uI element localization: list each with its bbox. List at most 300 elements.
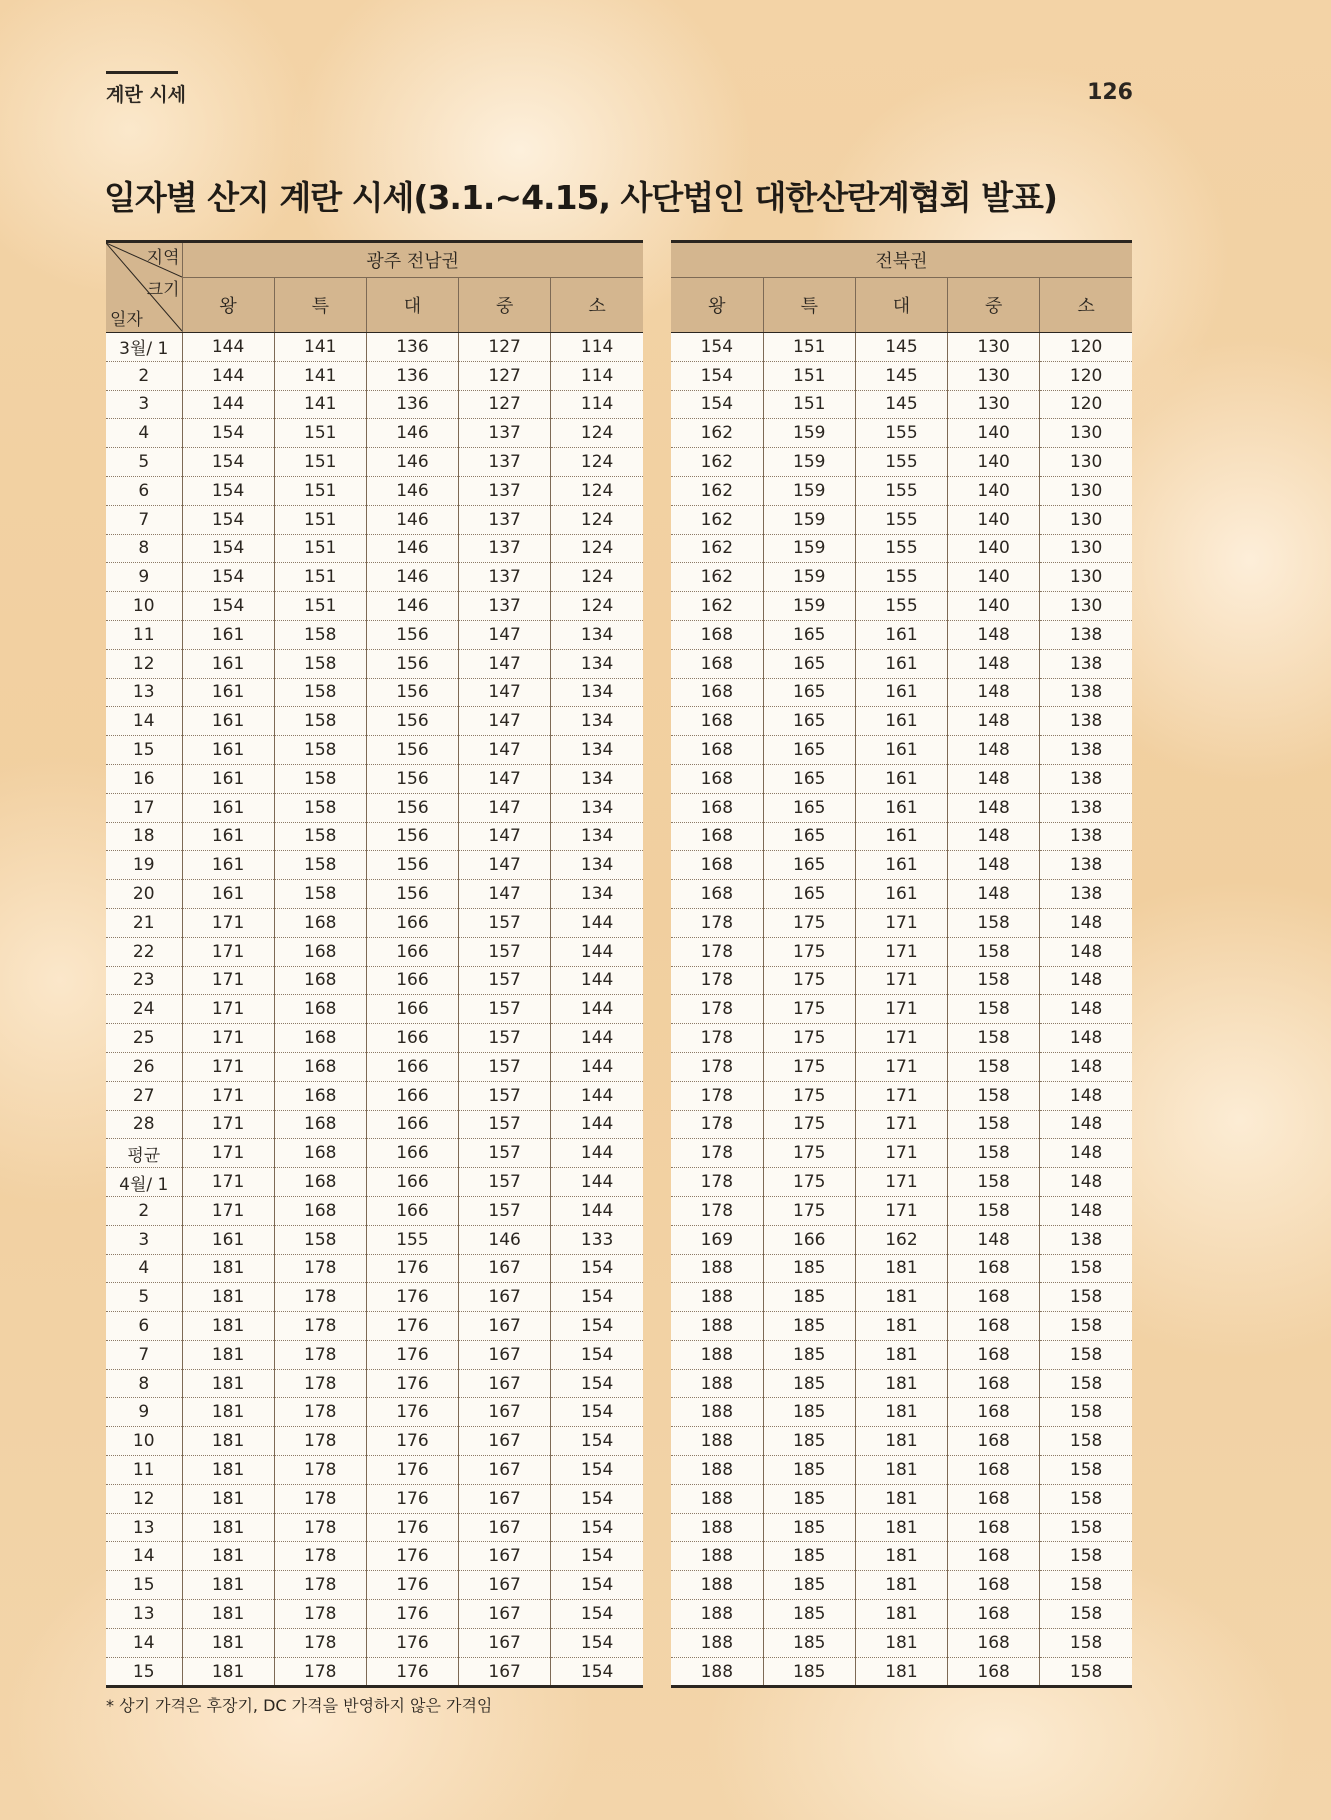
price-cell: 181 [855,1456,947,1485]
price-cell: 147 [459,851,551,880]
table-row [106,1571,643,1600]
price-cell: 148 [1040,1052,1132,1081]
table-row [106,476,643,505]
price-cell: 137 [459,592,551,621]
price-cell: 154 [551,1600,643,1629]
price-cell: 188 [671,1312,763,1341]
price-cell: 134 [551,880,643,909]
price-cell: 145 [855,333,947,362]
price-cell: 159 [763,534,855,563]
price-cell: 158 [1040,1600,1132,1629]
price-cell: 147 [459,880,551,909]
price-cell: 148 [1040,995,1132,1024]
price-cell: 158 [948,937,1040,966]
table-row [106,1369,643,1398]
price-cell: 154 [551,1254,643,1283]
price-cell: 148 [1040,937,1132,966]
price-cell: 136 [366,390,458,419]
price-cell: 171 [855,966,947,995]
price-cell: 157 [459,966,551,995]
table-row [106,620,643,649]
table-row [671,1398,1132,1427]
price-cell: 167 [459,1340,551,1369]
corner-header [106,242,182,333]
price-cell: 166 [366,995,458,1024]
price-cell: 165 [763,851,855,880]
table-row [106,563,643,592]
price-cell: 185 [763,1369,855,1398]
price-cell: 146 [366,505,458,534]
price-cell: 134 [551,649,643,678]
table-row [106,448,643,477]
price-cell: 185 [763,1571,855,1600]
price-table-jeonbuk [671,240,1132,1688]
table-row [106,793,643,822]
price-cell: 130 [1040,563,1132,592]
price-cell: 161 [182,822,274,851]
price-cell: 171 [855,1052,947,1081]
price-cell: 167 [459,1254,551,1283]
price-cell: 181 [855,1542,947,1571]
table-row [671,1571,1132,1600]
price-cell: 181 [855,1427,947,1456]
price-cell: 185 [763,1628,855,1657]
table-row [106,1052,643,1081]
price-cell: 140 [948,534,1040,563]
price-cell: 140 [948,505,1040,534]
price-cell: 134 [551,764,643,793]
price-cell: 154 [551,1427,643,1456]
table-row [671,1196,1132,1225]
price-cell: 134 [551,793,643,822]
price-cell: 151 [763,333,855,362]
price-cell: 165 [763,707,855,736]
price-cell: 158 [274,880,366,909]
price-cell: 161 [182,764,274,793]
price-cell: 158 [948,966,1040,995]
price-cell: 167 [459,1513,551,1542]
price-cell: 147 [459,764,551,793]
price-cell: 154 [551,1571,643,1600]
price-cell: 148 [1040,966,1132,995]
table-row [106,707,643,736]
price-cell: 127 [459,361,551,390]
price-cell: 134 [551,707,643,736]
price-cell: 167 [459,1427,551,1456]
table-row [106,764,643,793]
price-cell: 161 [855,793,947,822]
table-row [106,1196,643,1225]
price-cell: 155 [855,448,947,477]
price-cell: 144 [551,995,643,1024]
price-cell: 171 [855,995,947,1024]
date-cell: 6 [106,476,182,505]
price-cell: 151 [274,505,366,534]
price-cell: 137 [459,419,551,448]
price-cell: 175 [763,1024,855,1053]
price-cell: 168 [671,822,763,851]
price-cell: 158 [274,793,366,822]
price-cell: 124 [551,505,643,534]
price-cell: 138 [1040,822,1132,851]
price-cell: 165 [763,649,855,678]
table-row [671,476,1132,505]
price-cell: 148 [948,678,1040,707]
price-cell: 171 [182,937,274,966]
price-cell: 188 [671,1340,763,1369]
price-cell: 171 [182,966,274,995]
date-cell: 3 [106,1225,182,1254]
price-cell: 176 [366,1657,458,1687]
price-cell: 154 [671,361,763,390]
table-row [106,390,643,419]
price-cell: 167 [459,1600,551,1629]
price-cell: 166 [366,1196,458,1225]
price-cell: 147 [459,678,551,707]
table-row [671,851,1132,880]
price-cell: 176 [366,1398,458,1427]
price-cell: 158 [274,822,366,851]
price-cell: 175 [763,1052,855,1081]
region-header-right: 전북권 [671,242,1132,278]
price-cell: 158 [274,736,366,765]
price-cell: 146 [366,476,458,505]
table-row [106,1456,643,1485]
price-cell: 158 [274,707,366,736]
price-cell: 176 [366,1456,458,1485]
date-cell: 19 [106,851,182,880]
date-cell: 26 [106,1052,182,1081]
page-number: 126 [1087,80,1133,105]
price-cell: 181 [182,1542,274,1571]
date-cell: 13 [106,678,182,707]
price-cell: 151 [274,592,366,621]
price-cell: 178 [671,966,763,995]
table-row [671,534,1132,563]
price-cell: 156 [366,649,458,678]
price-cell: 178 [274,1283,366,1312]
price-cell: 175 [763,1168,855,1197]
price-cell: 181 [182,1283,274,1312]
price-cell: 181 [182,1369,274,1398]
price-cell: 158 [1040,1398,1132,1427]
price-cell: 157 [459,937,551,966]
price-cell: 159 [763,505,855,534]
price-cell: 171 [182,1052,274,1081]
price-cell: 144 [551,1081,643,1110]
price-cell: 165 [763,620,855,649]
price-cell: 148 [948,649,1040,678]
price-cell: 188 [671,1369,763,1398]
price-cell: 158 [948,1168,1040,1197]
table-row [106,1225,643,1254]
price-cell: 130 [948,361,1040,390]
price-cell: 148 [948,764,1040,793]
price-cell: 158 [1040,1369,1132,1398]
table-row [671,563,1132,592]
price-cell: 171 [182,1024,274,1053]
price-cell: 158 [948,1081,1040,1110]
price-cell: 181 [182,1657,274,1687]
price-cell: 154 [551,1628,643,1657]
price-cell: 181 [855,1369,947,1398]
price-cell: 168 [948,1369,1040,1398]
price-cell: 148 [1040,1081,1132,1110]
price-cell: 141 [274,333,366,362]
date-cell: 12 [106,649,182,678]
price-cell: 167 [459,1456,551,1485]
price-cell: 181 [182,1513,274,1542]
price-cell: 161 [182,620,274,649]
price-cell: 158 [1040,1312,1132,1341]
price-cell: 148 [1040,1168,1132,1197]
price-cell: 181 [182,1312,274,1341]
table-row [671,880,1132,909]
price-cell: 168 [671,707,763,736]
table-row [106,1283,643,1312]
price-cell: 155 [855,534,947,563]
price-cell: 167 [459,1628,551,1657]
price-cell: 171 [855,1110,947,1139]
date-cell: 24 [106,995,182,1024]
price-cell: 165 [763,764,855,793]
price-cell: 148 [948,793,1040,822]
corner-date-label: 일자 [110,310,143,330]
price-cell: 154 [551,1657,643,1687]
price-cell: 141 [274,361,366,390]
price-cell: 188 [671,1254,763,1283]
table-row [671,966,1132,995]
table-row [671,736,1132,765]
price-cell: 178 [274,1513,366,1542]
price-cell: 168 [948,1312,1040,1341]
price-cell: 171 [182,1139,274,1168]
price-cell: 176 [366,1254,458,1283]
price-cell: 154 [551,1312,643,1341]
price-cell: 156 [366,880,458,909]
price-cell: 147 [459,793,551,822]
price-cell: 181 [855,1312,947,1341]
table-row [671,937,1132,966]
price-cell: 168 [948,1484,1040,1513]
table-row [671,361,1132,390]
date-cell: 2 [106,361,182,390]
price-cell: 181 [182,1571,274,1600]
price-cell: 144 [551,1168,643,1197]
price-cell: 161 [855,678,947,707]
price-cell: 155 [366,1225,458,1254]
price-cell: 136 [366,333,458,362]
price-cell: 161 [855,649,947,678]
price-cell: 151 [274,419,366,448]
price-cell: 168 [948,1513,1040,1542]
price-cell: 168 [671,793,763,822]
date-cell: 4월/ 1 [106,1168,182,1197]
price-cell: 158 [948,1024,1040,1053]
price-cell: 147 [459,822,551,851]
price-cell: 137 [459,534,551,563]
price-cell: 154 [551,1369,643,1398]
price-cell: 188 [671,1600,763,1629]
price-cell: 137 [459,563,551,592]
table-row [106,1542,643,1571]
table-row [671,649,1132,678]
price-cell: 155 [855,476,947,505]
price-cell: 166 [366,1024,458,1053]
page-title: 일자별 산지 계란 시세(3.1.~4.15, 사단법인 대한산란계협회 발표) [104,178,1058,217]
price-cell: 124 [551,592,643,621]
table-row [671,1513,1132,1542]
price-cell: 188 [671,1484,763,1513]
price-cell: 181 [855,1600,947,1629]
date-cell: 21 [106,908,182,937]
price-cell: 144 [551,1196,643,1225]
price-cell: 147 [459,620,551,649]
price-cell: 181 [855,1340,947,1369]
price-cell: 148 [948,620,1040,649]
price-cell: 178 [671,1139,763,1168]
price-cell: 130 [1040,592,1132,621]
price-cell: 178 [671,1081,763,1110]
price-cell: 178 [274,1542,366,1571]
price-cell: 175 [763,1139,855,1168]
price-cell: 146 [366,563,458,592]
price-cell: 171 [855,1139,947,1168]
size-header: 대 [366,278,458,333]
table-row [106,1628,643,1657]
price-cell: 137 [459,505,551,534]
price-cell: 158 [1040,1571,1132,1600]
price-cell: 138 [1040,707,1132,736]
price-cell: 178 [274,1657,366,1687]
price-cell: 171 [855,1024,947,1053]
price-cell: 124 [551,534,643,563]
size-header: 대 [855,278,947,333]
price-cell: 178 [671,1110,763,1139]
table-row [671,707,1132,736]
price-cell: 159 [763,592,855,621]
table-row [106,736,643,765]
price-cell: 175 [763,966,855,995]
size-header: 왕 [182,278,274,333]
price-cell: 168 [274,1081,366,1110]
size-header: 소 [551,278,643,333]
price-cell: 161 [855,822,947,851]
price-cell: 130 [1040,419,1132,448]
date-cell: 평균 [106,1139,182,1168]
table-row [106,937,643,966]
table-row [671,1456,1132,1485]
price-cell: 168 [948,1340,1040,1369]
price-cell: 178 [274,1571,366,1600]
price-cell: 156 [366,620,458,649]
price-cell: 181 [855,1628,947,1657]
price-cell: 165 [763,678,855,707]
price-cell: 166 [366,908,458,937]
price-cell: 138 [1040,736,1132,765]
price-cell: 188 [671,1398,763,1427]
corner-region-label: 지역 [146,248,180,268]
price-cell: 130 [1040,505,1132,534]
table-row [106,333,643,362]
price-cell: 157 [459,1024,551,1053]
date-cell: 15 [106,1657,182,1687]
price-cell: 144 [182,390,274,419]
table-row [671,995,1132,1024]
table-row [106,1657,643,1687]
price-cell: 176 [366,1571,458,1600]
price-cell: 178 [274,1456,366,1485]
price-cell: 159 [763,448,855,477]
price-cell: 168 [671,736,763,765]
price-cell: 124 [551,419,643,448]
price-cell: 130 [948,390,1040,419]
table-row [106,361,643,390]
price-table-gwangju-jeonnam [106,240,643,1688]
price-cell: 130 [1040,534,1132,563]
price-cell: 188 [671,1571,763,1600]
price-cell: 158 [274,1225,366,1254]
price-cell: 178 [671,1196,763,1225]
price-cell: 162 [671,476,763,505]
date-cell: 8 [106,534,182,563]
table-row [106,1110,643,1139]
price-cell: 161 [182,851,274,880]
price-cell: 175 [763,1196,855,1225]
price-cell: 138 [1040,764,1132,793]
footnote: * 상기 가격은 후장기, DC 가격을 반영하지 않은 가격임 [106,1696,493,1715]
price-cell: 167 [459,1398,551,1427]
price-cell: 157 [459,1052,551,1081]
price-cell: 176 [366,1600,458,1629]
price-cell: 144 [551,1110,643,1139]
price-cell: 138 [1040,851,1132,880]
price-cell: 144 [182,361,274,390]
table-row [671,1024,1132,1053]
price-cell: 168 [274,908,366,937]
price-cell: 130 [1040,476,1132,505]
table-row [671,678,1132,707]
price-cell: 148 [1040,1110,1132,1139]
price-cell: 138 [1040,649,1132,678]
table-row [671,1427,1132,1456]
price-cell: 148 [1040,1139,1132,1168]
price-cell: 157 [459,908,551,937]
price-cell: 144 [182,333,274,362]
price-cell: 175 [763,995,855,1024]
table-row [671,448,1132,477]
date-cell: 4 [106,1254,182,1283]
price-cell: 151 [274,476,366,505]
price-cell: 144 [551,908,643,937]
price-cell: 156 [366,822,458,851]
price-cell: 154 [182,448,274,477]
price-cell: 138 [1040,620,1132,649]
price-cell: 156 [366,736,458,765]
price-cell: 161 [182,880,274,909]
price-cell: 140 [948,563,1040,592]
date-cell: 23 [106,966,182,995]
price-cell: 165 [763,793,855,822]
price-cell: 159 [763,563,855,592]
table-row [106,1513,643,1542]
price-cell: 185 [763,1657,855,1687]
price-cell: 188 [671,1427,763,1456]
price-cell: 185 [763,1600,855,1629]
date-cell: 14 [106,707,182,736]
table-row [106,1081,643,1110]
table-row [671,1312,1132,1341]
